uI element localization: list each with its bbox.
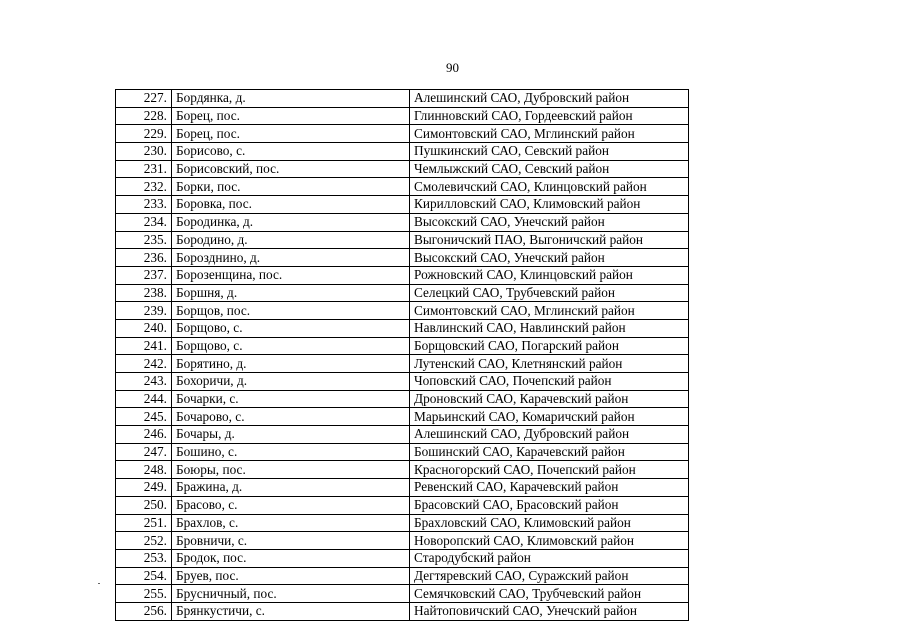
settlement-name-cell: Бородинка, д. — [172, 213, 410, 231]
administrative-area-cell: Симонтовский САО, Мглинский район — [410, 125, 689, 143]
administrative-area-cell: Бошинский САО, Карачевский район — [410, 443, 689, 461]
administrative-area-cell: Алешинский САО, Дубровский район — [410, 90, 689, 108]
administrative-area-cell: Рожновский САО, Клинцовский район — [410, 266, 689, 284]
administrative-area-cell: Высокский САО, Унечский район — [410, 249, 689, 267]
table-row — [116, 196, 689, 214]
administrative-area-cell: Брасовский САО, Брасовский район — [410, 496, 689, 514]
row-number-cell: 254. — [116, 567, 172, 585]
table-row — [116, 319, 689, 337]
row-number-cell: 230. — [116, 143, 172, 161]
table-row — [116, 90, 689, 108]
table-row — [116, 160, 689, 178]
table-row — [116, 602, 689, 620]
settlement-name-cell: Боршня, д. — [172, 284, 410, 302]
row-number-cell: 233. — [116, 196, 172, 214]
administrative-area-cell: Кирилловский САО, Климовский район — [410, 196, 689, 214]
table-row — [116, 355, 689, 373]
administrative-area-cell: Выгоничский ПАО, Выгоничский район — [410, 231, 689, 249]
administrative-area-cell: Брахловский САО, Климовский район — [410, 514, 689, 532]
row-number-cell: 232. — [116, 178, 172, 196]
row-number-cell: 248. — [116, 461, 172, 479]
table-row — [116, 302, 689, 320]
administrative-area-cell: Красногорский САО, Почепский район — [410, 461, 689, 479]
table-row — [116, 337, 689, 355]
administrative-area-cell: Смолевичский САО, Клинцовский район — [410, 178, 689, 196]
settlement-name-cell: Брахлов, с. — [172, 514, 410, 532]
table-row — [116, 479, 689, 497]
settlement-name-cell: Бочарки, с. — [172, 390, 410, 408]
row-number-cell: 227. — [116, 90, 172, 108]
table-row — [116, 461, 689, 479]
administrative-area-cell: Селецкий САО, Трубчевский район — [410, 284, 689, 302]
row-number-cell: 243. — [116, 373, 172, 391]
table-row — [116, 373, 689, 391]
administrative-area-cell: Ревенский САО, Карачевский район — [410, 479, 689, 497]
table-row — [116, 178, 689, 196]
administrative-area-cell: Чемлыжский САО, Севский район — [410, 160, 689, 178]
row-number-cell: 229. — [116, 125, 172, 143]
administrative-area-cell: Чоповский САО, Почепский район — [410, 373, 689, 391]
table-row — [116, 532, 689, 550]
settlement-name-cell: Борец, пос. — [172, 107, 410, 125]
settlement-name-cell: Боюры, пос. — [172, 461, 410, 479]
administrative-area-cell: Глинновский САО, Гордеевский район — [410, 107, 689, 125]
administrative-area-cell: Марьинский САО, Комаричский район — [410, 408, 689, 426]
settlement-name-cell: Бохоричи, д. — [172, 373, 410, 391]
settlement-name-cell: Бруев, пос. — [172, 567, 410, 585]
administrative-area-cell: Семячковский САО, Трубчевский район — [410, 585, 689, 603]
settlement-name-cell: Борисовский, пос. — [172, 160, 410, 178]
administrative-area-cell: Дегтяревский САО, Суражский район — [410, 567, 689, 585]
row-number-cell: 256. — [116, 602, 172, 620]
administrative-area-cell: Новоропский САО, Климовский район — [410, 532, 689, 550]
administrative-area-cell: Высокский САО, Унечский район — [410, 213, 689, 231]
table-row — [116, 567, 689, 585]
table-row — [116, 408, 689, 426]
row-number-cell: 231. — [116, 160, 172, 178]
table-row — [116, 390, 689, 408]
table-row — [116, 549, 689, 567]
page-number: 90 — [446, 60, 459, 75]
settlement-name-cell: Брянкустичи, с. — [172, 602, 410, 620]
row-number-cell: 252. — [116, 532, 172, 550]
settlement-name-cell: Бочарово, с. — [172, 408, 410, 426]
table-row — [116, 443, 689, 461]
row-number-cell: 238. — [116, 284, 172, 302]
row-number-cell: 251. — [116, 514, 172, 532]
settlement-name-cell: Бошино, с. — [172, 443, 410, 461]
table-row — [116, 284, 689, 302]
row-number-cell: 228. — [116, 107, 172, 125]
settlement-name-cell: Борисово, с. — [172, 143, 410, 161]
row-number-cell: 244. — [116, 390, 172, 408]
settlement-name-cell: Борщово, с. — [172, 319, 410, 337]
settlement-name-cell: Борозенщина, пос. — [172, 266, 410, 284]
settlement-name-cell: Борщово, с. — [172, 337, 410, 355]
table-row — [116, 426, 689, 444]
table-row — [116, 266, 689, 284]
row-number-cell: 239. — [116, 302, 172, 320]
settlement-name-cell: Бочары, д. — [172, 426, 410, 444]
settlement-name-cell: Бордянка, д. — [172, 90, 410, 108]
table-row — [116, 496, 689, 514]
settlement-name-cell: Борятино, д. — [172, 355, 410, 373]
administrative-area-cell: Пушкинский САО, Севский район — [410, 143, 689, 161]
settlement-name-cell: Борщов, пос. — [172, 302, 410, 320]
settlement-name-cell: Борки, пос. — [172, 178, 410, 196]
administrative-area-cell: Стародубский район — [410, 549, 689, 567]
table-row — [116, 107, 689, 125]
settlement-name-cell: Бродок, пос. — [172, 549, 410, 567]
settlement-name-cell: Брасово, с. — [172, 496, 410, 514]
row-number-cell: 242. — [116, 355, 172, 373]
settlement-name-cell: Брусничный, пос. — [172, 585, 410, 603]
row-number-cell: 247. — [116, 443, 172, 461]
settlement-name-cell: Боровка, пос. — [172, 196, 410, 214]
table-row — [116, 213, 689, 231]
settlement-name-cell: Борец, пос. — [172, 125, 410, 143]
row-number-cell: 246. — [116, 426, 172, 444]
settlement-name-cell: Борозднино, д. — [172, 249, 410, 267]
row-number-cell: 241. — [116, 337, 172, 355]
scan-speck — [98, 583, 100, 584]
administrative-area-cell: Найтоповичский САО, Унечский район — [410, 602, 689, 620]
administrative-area-cell: Навлинский САО, Навлинский район — [410, 319, 689, 337]
table-row — [116, 585, 689, 603]
table-row — [116, 125, 689, 143]
table-row — [116, 514, 689, 532]
row-number-cell: 255. — [116, 585, 172, 603]
row-number-cell: 245. — [116, 408, 172, 426]
row-number-cell: 249. — [116, 479, 172, 497]
table-row — [116, 249, 689, 267]
administrative-area-cell: Алешинский САО, Дубровский район — [410, 426, 689, 444]
row-number-cell: 240. — [116, 319, 172, 337]
row-number-cell: 234. — [116, 213, 172, 231]
administrative-area-cell: Симонтовский САО, Мглинский район — [410, 302, 689, 320]
settlement-name-cell: Бражина, д. — [172, 479, 410, 497]
row-number-cell: 250. — [116, 496, 172, 514]
row-number-cell: 236. — [116, 249, 172, 267]
administrative-area-cell: Лутенский САО, Клетнянский район — [410, 355, 689, 373]
table-row — [116, 231, 689, 249]
row-number-cell: 253. — [116, 549, 172, 567]
row-number-cell: 235. — [116, 231, 172, 249]
table-body — [116, 90, 689, 621]
administrative-area-cell: Борщовский САО, Погарский район — [410, 337, 689, 355]
settlement-name-cell: Бровничи, с. — [172, 532, 410, 550]
row-number-cell: 237. — [116, 266, 172, 284]
settlements-table — [115, 89, 689, 621]
table-row — [116, 143, 689, 161]
administrative-area-cell: Дроновский САО, Карачевский район — [410, 390, 689, 408]
settlement-name-cell: Бородино, д. — [172, 231, 410, 249]
